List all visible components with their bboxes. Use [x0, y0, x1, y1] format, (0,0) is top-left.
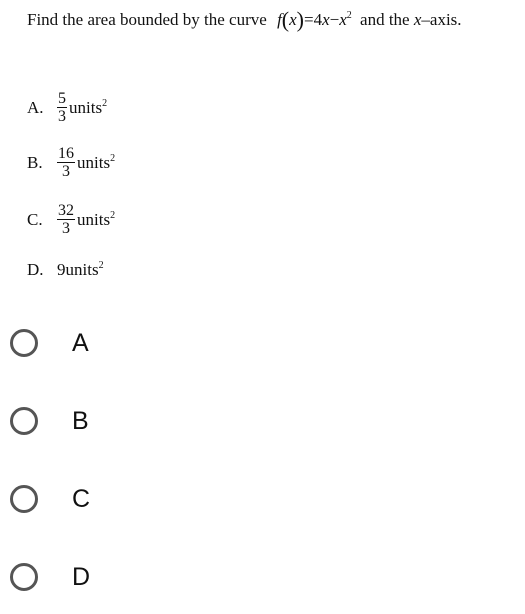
option-b: [27, 145, 115, 180]
option-unit: units$^2$: [69, 97, 108, 117]
option-letter: C.: [27, 209, 43, 229]
fraction-denominator: 3: [62, 163, 70, 180]
option-letter: A.: [27, 97, 44, 117]
choice-label[interactable]: D: [72, 562, 91, 591]
fraction: [57, 90, 67, 125]
option-unit: units$^2$: [77, 152, 116, 172]
radio-button[interactable]: [10, 563, 38, 591]
choice-a[interactable]: [10, 323, 89, 363]
rhs-variable-1: x: [322, 10, 330, 29]
question-suffix-a: and the: [360, 10, 410, 29]
minus-sign: −: [329, 10, 340, 29]
fraction-numerator: 5: [58, 90, 66, 107]
choice-b[interactable]: [10, 401, 89, 441]
option-letter: D.: [27, 260, 44, 279]
fraction: [57, 202, 75, 237]
axis-variable: x: [413, 10, 422, 29]
function-variable: x: [289, 10, 297, 29]
question-suffix-b: –axis.: [421, 10, 462, 29]
choice-label[interactable]: A: [72, 328, 89, 357]
choice-c[interactable]: [10, 479, 90, 519]
radio-button[interactable]: [10, 407, 38, 435]
equals-sign: =: [304, 10, 314, 29]
radio-button[interactable]: [10, 329, 38, 357]
fraction-numerator: 32: [58, 202, 74, 219]
option-unit: units$^2$: [77, 209, 116, 229]
question-text: Find the area bounded by the curve $f(x)=4x-x^2$ and the x–axis.: [27, 7, 462, 32]
fraction: [57, 145, 75, 180]
question-prefix: Find the area bounded by the curve: [27, 10, 267, 29]
option-d: [27, 260, 104, 280]
choice-d[interactable]: [10, 557, 90, 597]
radio-button[interactable]: [10, 485, 38, 513]
option-letter: B.: [27, 152, 43, 172]
rhs-coefficient: 4: [313, 10, 323, 29]
fraction-denominator: 3: [58, 108, 66, 125]
option-value: 9units$^2$: [57, 260, 104, 279]
function-name: f: [277, 10, 282, 29]
option-c: [27, 202, 115, 237]
choice-label[interactable]: B: [72, 406, 89, 435]
option-a: [27, 90, 107, 125]
choice-label[interactable]: C: [72, 484, 91, 513]
fraction-denominator: 3: [62, 220, 70, 237]
fraction-numerator: 16: [58, 145, 74, 162]
rhs-exponent: 2: [346, 10, 352, 21]
rhs-variable-2: x: [339, 10, 347, 29]
